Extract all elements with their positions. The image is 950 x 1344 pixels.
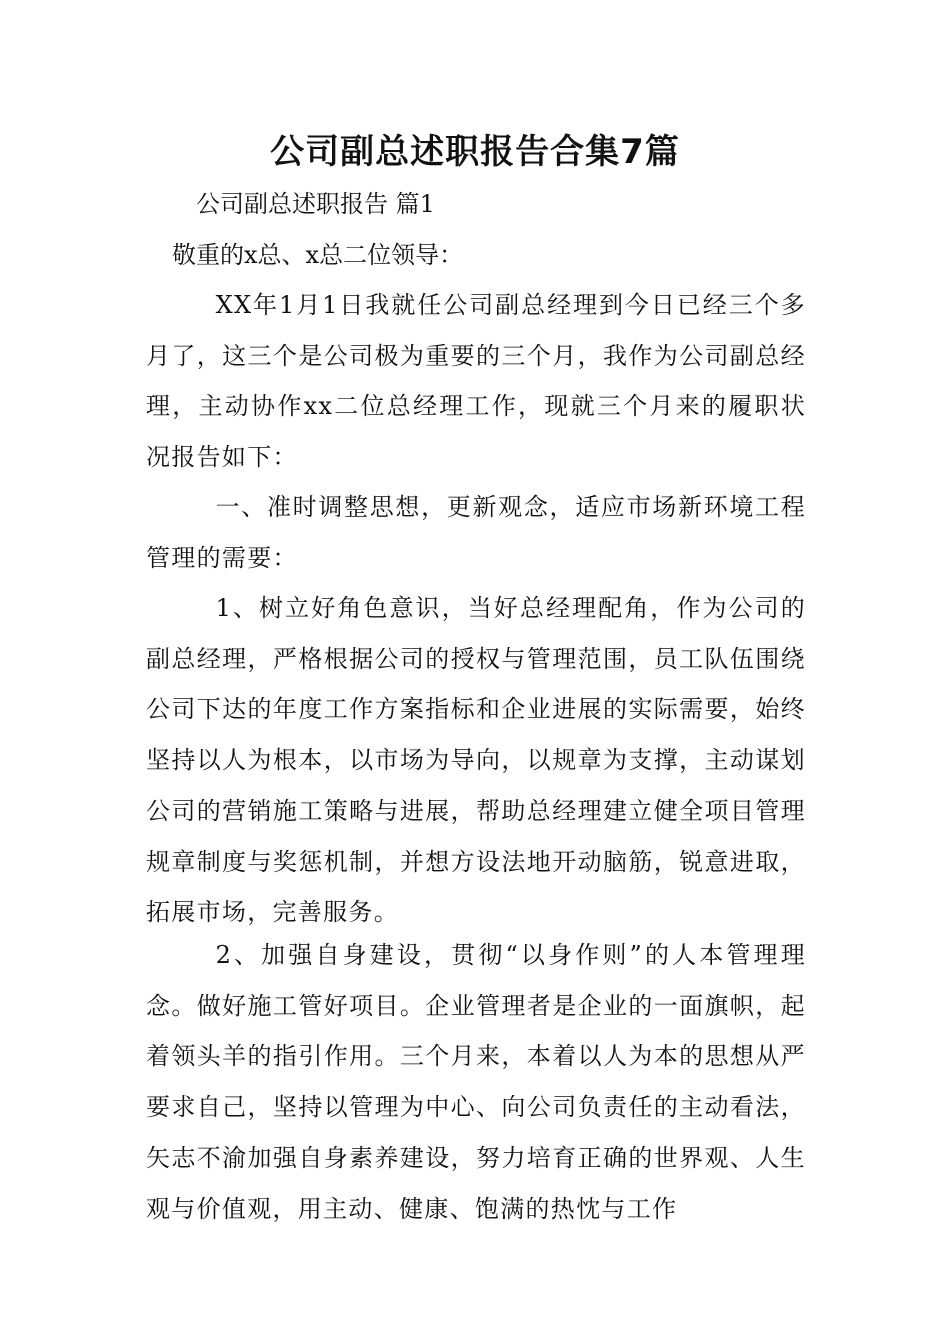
paragraph-3: 1、树立好角色意识，当好总经理配角，作为公司的副总经理，严格根据公司的授权与管理范围，员工队伍围绕公司下达的年度工作方案指标和企业进展的实际需要，始终坚持以人为根本，以市场为导向，以规章为支撑，主动谋划公司的营销施工策略与进展，帮助总经理建立健全项目管理规章制度与奖惩机制，并想方设法地开动脑筋，锐意进取，拓展市场，完善服务。	[146, 594, 806, 927]
document-title: 公司副总述职报告合集7篇	[270, 132, 680, 172]
paragraph-4: 2、加强自身建设，贯彻“以身作则”的人本管理理念。做好施工管好项目。企业管理者是企业的一面旗帜，起着领头羊的指引作用。三个月来，本着以人为本的思想从严要求自己，坚持以管理为中心、向公司负责任的主动看法，矢志不渝加强自身素养建设，努力培育正确的世界观、人生观与价值观，用主动、健康、饱满的热忱与工作	[146, 941, 806, 1223]
section-subtitle: 公司副总述职报告 篇1	[196, 190, 435, 218]
paragraph-1: XX年1月1日我就任公司副总经理到今日已经三个多月了，这三个是公司极为重要的三个月，我作为公司副总经理，主动协作xx二位总经理工作，现就三个月来的履职状况报告如下：	[146, 291, 806, 472]
salutation: 敬重的x总、x总二位领导：	[172, 241, 464, 269]
paragraph-2: 一、准时调整思想，更新观念，适应市场新环境工程管理的需要：	[146, 493, 806, 572]
